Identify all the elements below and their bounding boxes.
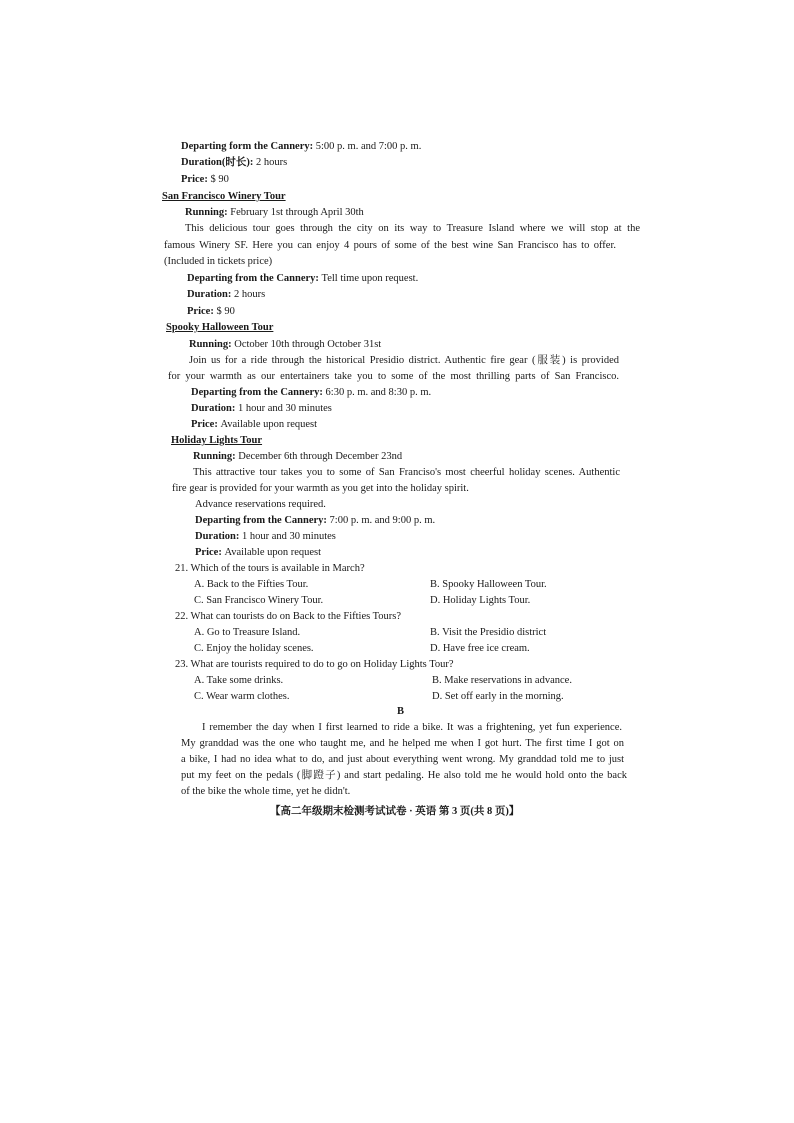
winery-tour-desc-line: This delicious tour goes through the city on its way to Treasure Island where we will stop at the xyxy=(185,223,640,234)
holiday-tour-advance: Advance reservations required. xyxy=(195,499,326,510)
answer-option[interactable]: D. Have free ice cream. xyxy=(430,643,530,654)
holiday-tour-departing: Departing from the Cannery: 7:00 p. m. and 9:00 p. m. xyxy=(195,515,436,526)
halloween-tour-price: Price: Available upon request xyxy=(191,419,318,430)
holiday-tour-desc-line: This attractive tour takes you to some of San Franciso's most cheerful holiday scenes. Authentic xyxy=(193,467,620,478)
winery-tour-running: Running: February 1st through April 30th xyxy=(185,207,364,218)
answer-option[interactable]: B. Make reservations in advance. xyxy=(432,675,572,686)
halloween-tour-desc-line: Join us for a ride through the historical Presidio district. Authentic fire gear (服装) is provided xyxy=(189,355,619,366)
answer-option[interactable]: C. Wear warm clothes. xyxy=(194,691,290,702)
winery-tour-duration: Duration: 2 hours xyxy=(187,289,266,300)
halloween-tour-title: Spooky Halloween Tour xyxy=(166,322,274,333)
halloween-tour-duration: Duration: 1 hour and 30 minutes xyxy=(191,403,332,414)
winery-tour-departing: Departing from the Cannery: Tell time upon request. xyxy=(187,273,419,284)
holiday-tour-title: Holiday Lights Tour xyxy=(171,435,263,446)
holiday-tour-price: Price: Available upon request xyxy=(195,547,322,558)
first-tour-departing: Departing form the Cannery: 5:00 p. m. and 7:00 p. m. xyxy=(181,141,422,152)
holiday-tour-running: Running: December 6th through December 23nd xyxy=(193,451,403,462)
answer-option[interactable]: B. Visit the Presidio district xyxy=(430,627,547,638)
passage-line: My granddad was the one who taught me, and he helped me when I got hurt. The first time I got on xyxy=(181,738,624,749)
answer-option[interactable]: D. Holiday Lights Tour. xyxy=(430,595,531,606)
answer-option[interactable]: C. Enjoy the holiday scenes. xyxy=(194,643,314,654)
passage-line: I remember the day when I first learned to ride a bike. It was a frightening, yet fun experience. xyxy=(202,722,622,733)
first-tour-price: Price: $ 90 xyxy=(181,174,229,185)
passage-line: put my feet on the pedals (脚蹬子) and start pedaling. He also told me he would hold onto the back xyxy=(181,770,627,781)
answer-option[interactable]: A. Back to the Fifties Tour. xyxy=(194,579,309,590)
passage-line: a bike, I had no idea what to do, and just about everything went wrong. My granddad told me to just xyxy=(181,754,624,765)
question-stem: 21. Which of the tours is available in March? xyxy=(175,563,365,574)
answer-option[interactable]: D. Set off early in the morning. xyxy=(432,691,564,702)
first-tour-duration: Duration(时长): 2 hours xyxy=(181,157,288,168)
question-stem: 23. What are tourists required to do to go on Holiday Lights Tour? xyxy=(175,659,454,670)
section-b-heading: B xyxy=(397,706,405,717)
holiday-tour-duration: Duration: 1 hour and 30 minutes xyxy=(195,531,336,542)
answer-option[interactable]: C. San Francisco Winery Tour. xyxy=(194,595,324,606)
winery-tour-desc-line: famous Winery SF. Here you can enjoy 4 pours of some of the best wine San Francisco has to offer. xyxy=(164,240,616,251)
answer-option[interactable]: A. Take some drinks. xyxy=(194,675,284,686)
winery-tour-desc-line: (Included in tickets price) xyxy=(164,256,273,267)
halloween-tour-running: Running: October 10th through October 31st xyxy=(189,339,382,350)
answer-option[interactable]: B. Spooky Halloween Tour. xyxy=(430,579,547,590)
holiday-tour-desc-line: fire gear is provided for your warmth as you get into the holiday spirit. xyxy=(172,483,469,494)
halloween-tour-desc-line: for your warmth as our entertainers take you to some of the most thrilling parts of San Francisco. xyxy=(168,371,619,382)
question-stem: 22. What can tourists do on Back to the Fifties Tours? xyxy=(175,611,402,622)
winery-tour-price: Price: $ 90 xyxy=(187,306,235,317)
halloween-tour-departing: Departing from the Cannery: 6:30 p. m. and 8:30 p. m. xyxy=(191,387,432,398)
winery-tour-title: San Francisco Winery Tour xyxy=(162,191,286,202)
passage-line: of the bike the whole time, yet he didn't. xyxy=(181,786,351,797)
answer-option[interactable]: A. Go to Treasure Island. xyxy=(194,627,301,638)
page-footer: 【高二年级期末检测考试试卷 · 英语 第 3 页(共 8 页)】 xyxy=(270,806,520,817)
